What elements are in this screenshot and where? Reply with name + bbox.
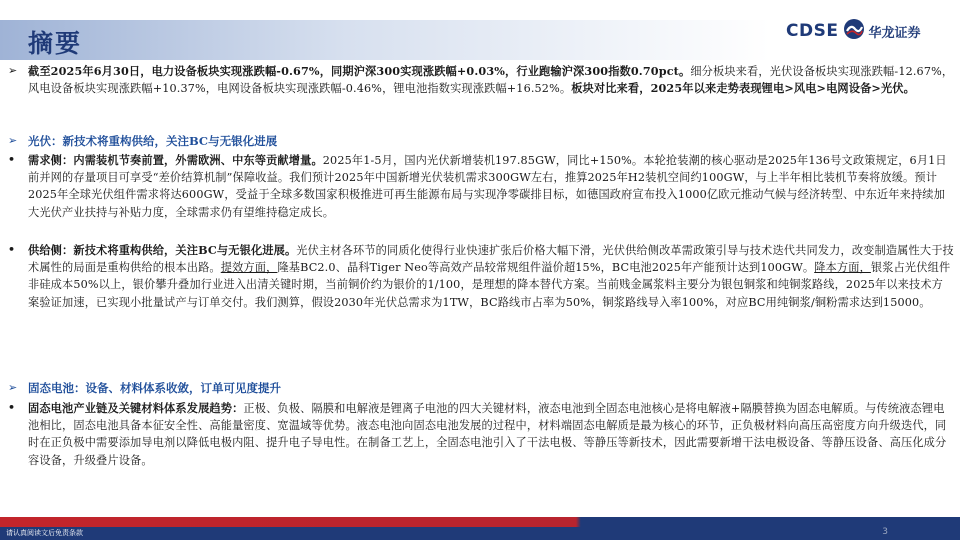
footer-bar xyxy=(0,527,960,540)
pv-section-heading: 光伏：新技术将重构供给，关注BC与无银化进展 xyxy=(28,134,278,148)
arrow-marker: ➢ xyxy=(8,381,18,394)
bullet-marker: • xyxy=(8,153,16,166)
pv-demand-head: 需求侧：内需装机节奏前置，外需欧洲、中东等贡献增量。 xyxy=(28,153,323,167)
arrow-marker: ➢ xyxy=(8,134,18,147)
bullet-marker: • xyxy=(8,243,16,256)
disclaimer-note: 请认真阅读文后免责条款 xyxy=(6,529,83,537)
ssb-body: 正极、负极、隔膜和电解液是锂离子电池的四大关键材料，液态电池到全固态电池核心是将电解液+隔膜替换为固态电解质。与传统液态锂电池相比，固态电池具备本征安全性、高能量密度、宽温域等优势。液态电池向固态电池发展的过程中，材料端固态电解质是最为核心的环节，正负极材料向高压高密度方向升级迭代，同时在正负极中需要添加导电剂以降低电极内阻、提升电子导电性。在制备工艺上，全固态电池引入了干法电极、等静压等新技术，因此需要新增干法电极设备、等静压设备、高压化成分容设备，升级叠片设备。 xyxy=(28,402,947,467)
pv-supply-body2: 隆基BC2.0、晶科Tiger Neo等高效产品较常规组件溢价超15%，BC电池2025年产能预计达到100GW。 xyxy=(277,261,815,275)
footer-accent-bar xyxy=(0,517,960,527)
arrow-marker: ➢ xyxy=(8,64,18,77)
page-title: 摘要 xyxy=(28,29,83,58)
dragon-wave-icon xyxy=(843,18,865,44)
company-logo xyxy=(786,18,920,44)
pv-supply-cost-label: 降本方面， xyxy=(814,261,871,275)
bullet-marker: • xyxy=(8,401,16,414)
pv-supply-efficiency-label: 提效方面， xyxy=(220,261,278,275)
pv-supply-paragraph xyxy=(28,242,954,311)
ssb-section-heading: 固态电池：设备、材料体系收敛，订单可见度提升 xyxy=(28,381,281,395)
pv-demand-body: 2025年1-5月，国内光伏新增装机197.85GW，同比+150%。本轮抢装潮的核心驱动是2025年136号文政策规定，6月1日前并网的存量项目可享受“差价结算机制”保障收益。我们预计2025年中国新增光伏装机需求300GW左右，推算2025年H2装机空间约100GW，与上半年相比装机节奏将放缓。预计2025年全球光伏组件需求将达600GW，受益于全球多数国家积极推进可再生能源布局与实现净零碳排目标，如德国政府宣布投入1000亿欧元推动气候与经济转型、中东近年来持续加大光伏产业扶持与补贴力度，全球需求仍有望维持稳定成长。 xyxy=(28,154,947,219)
ssb-paragraph xyxy=(28,400,954,469)
pv-supply-head: 供给侧：新技术将重构供给，关注BC与无银化进展。 xyxy=(28,243,297,257)
pv-supply-body1: 光伏主材各环节的同质化使得行业快速扩张后价格大幅下滑，光伏供给侧改革需政策引导与技术迭代共同发力，改变制造属性大于技术属性的局面是重构供给的根本出路。 xyxy=(28,244,954,275)
ssb-head: 固态电池产业链及关键材料体系发展趋势： xyxy=(28,401,244,415)
market-summary-detail: 细分板块来看，光伏设备板块实现涨跌幅-12.67%，风电设备板块实现涨跌幅+10.37%，电网设备板块实现涨跌幅-0.46%，锂电池指数实现涨跌幅+16.52%。 xyxy=(28,65,954,96)
pv-demand-paragraph xyxy=(28,152,954,221)
logo-text-en: CDSE xyxy=(786,21,839,41)
market-summary-bold: 截至2025年6月30日，电力设备板块实现涨跌幅-0.67%，同期沪深300实现涨跌幅+0.03%，行业跑输沪深300指数0.70pct。 xyxy=(28,64,691,78)
pv-supply-body3: 银浆占光伏组件非硅成本50%以上，银价攀升叠加行业进入出清关键时期，当前铜价约为银价的1/100，是理想的降本替代方案。当前贱金属浆料主要分为银包铜浆和纯铜浆路线，2025年以来技术方案验证加速，已实现小批量试产与订单交付。我们测算，假设2030年光伏总需求为1TW，BC路线市占率为50%，铜浆路线导入率100%，对应BC用纯铜浆/铜粉需求达到15000。 xyxy=(28,261,951,309)
logo-text-cn: 华龙证券 xyxy=(868,25,921,41)
market-summary-comparison: 板块对比来看，2025年以来走势表现锂电>风电>电网设备>光伏。 xyxy=(571,81,915,96)
title-band xyxy=(0,20,770,60)
page-number: 3 xyxy=(882,527,888,537)
market-summary-paragraph xyxy=(28,63,954,97)
